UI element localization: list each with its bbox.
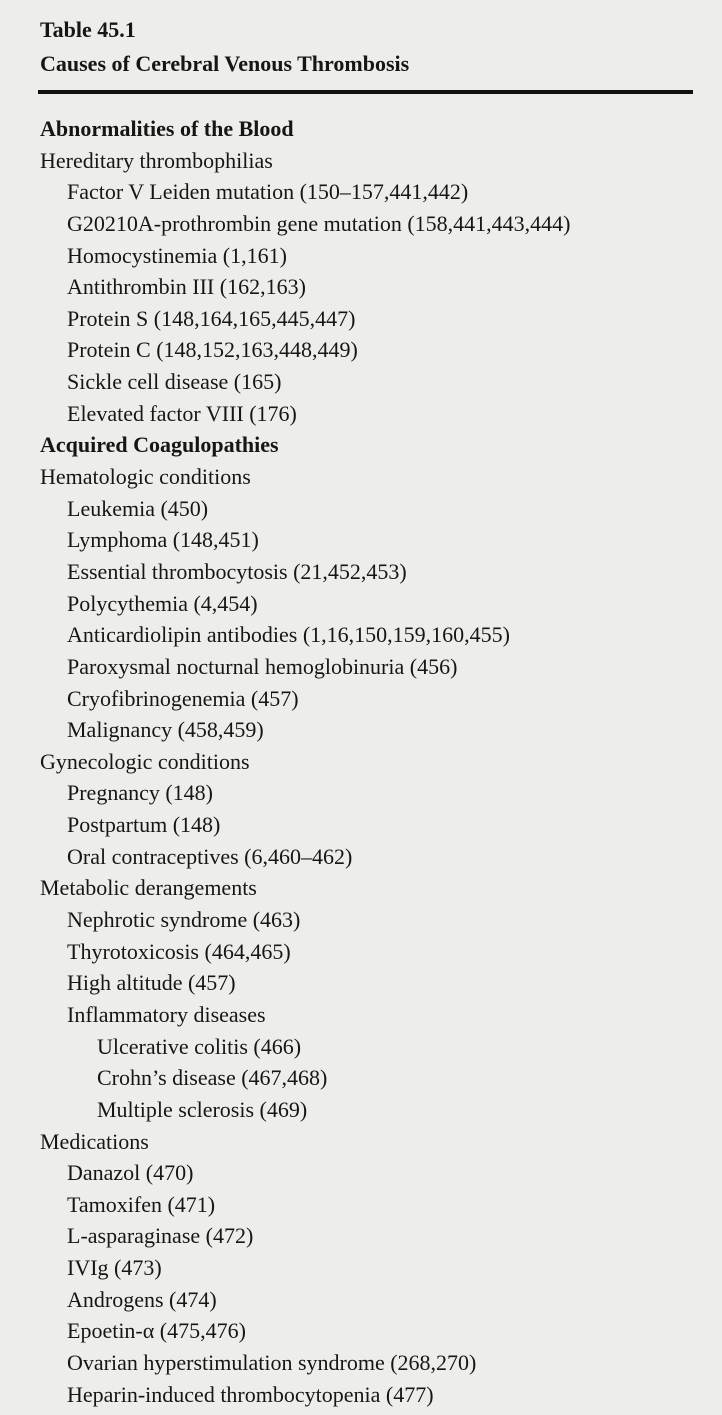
table-title: Causes of Cerebral Venous Thrombosis: [40, 51, 410, 76]
list-item: Antithrombin III (162,163): [67, 274, 306, 300]
list-item: Postpartum (148): [67, 812, 221, 838]
list-item: Lymphoma (148,451): [67, 527, 259, 553]
list-item: Multiple sclerosis (469): [97, 1096, 308, 1122]
list-item: Paroxysmal nocturnal hemoglobinuria (456): [67, 653, 458, 679]
list-item: High altitude (457): [67, 970, 236, 996]
list-item: Ovarian hyperstimulation syndrome (268,270): [67, 1349, 477, 1375]
list-item: Ulcerative colitis (466): [97, 1033, 302, 1059]
list-item: Sickle cell disease (165): [67, 369, 282, 395]
list-item: Polycythemia (4,454): [67, 590, 258, 616]
list-item: Tamoxifen (471): [67, 1191, 216, 1217]
list-item: Danazol (470): [67, 1160, 194, 1186]
list-item: Epoetin-α (475,476): [67, 1318, 246, 1344]
list-item: Factor V Leiden mutation (150–157,441,442): [67, 179, 469, 205]
list-item: Crohn’s disease (467,468): [97, 1065, 328, 1091]
list-item: Nephrotic syndrome (463): [67, 907, 301, 933]
list-item: L-asparaginase (472): [67, 1223, 254, 1249]
title-rule: [38, 90, 693, 94]
table-number: Table 45.1: [40, 17, 136, 42]
list-item: Leukemia (450): [67, 495, 209, 521]
category-label: Hereditary thrombophilias: [40, 147, 273, 173]
list-item: Protein C (148,152,163,448,449): [67, 337, 358, 363]
list-item: Androgens (474): [67, 1286, 217, 1312]
category-label: Medications: [40, 1128, 149, 1154]
list-item: Malignancy (458,459): [67, 717, 264, 743]
list-item: Protein S (148,164,165,445,447): [67, 305, 356, 331]
section-heading: Abnormalities of the Blood: [40, 116, 294, 141]
list-item: Essential thrombocytosis (21,452,453): [67, 558, 407, 584]
list-item: Anticardiolipin antibodies (1,16,150,159,160,455): [67, 622, 510, 648]
list-item: Thyrotoxicosis (464,465): [67, 938, 291, 964]
section-heading: Acquired Coagulopathies: [40, 432, 279, 458]
list-item: IVIg (473): [67, 1255, 162, 1281]
table-body: [0, 113, 722, 1410]
list-item: Oral contraceptives (6,460–462): [67, 843, 353, 869]
list-item: Inflammatory diseases: [67, 1001, 266, 1027]
list-item: Heparin-induced thrombocytopenia (477): [67, 1381, 434, 1407]
list-item: Cryofibrinogenemia (457): [67, 685, 299, 711]
list-item: G20210A-prothrombin gene mutation (158,441,443,444): [67, 210, 571, 236]
category-label: Hematologic conditions: [40, 464, 251, 490]
list-item: Homocystinemia (1,161): [67, 242, 287, 268]
list-item: Pregnancy (148): [67, 780, 214, 806]
category-label: Metabolic derangements: [40, 875, 257, 901]
list-item: Elevated factor VIII (176): [67, 400, 297, 426]
category-label: Gynecologic conditions: [40, 748, 250, 774]
